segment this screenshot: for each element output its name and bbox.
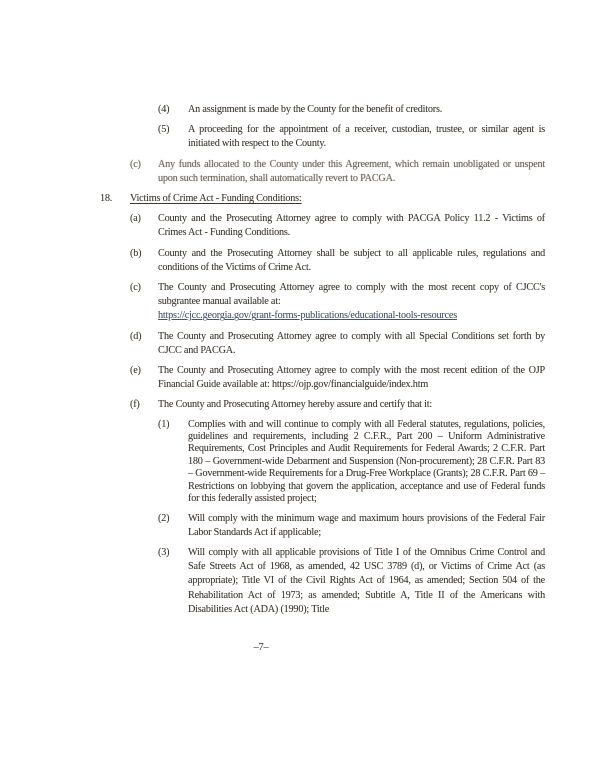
item-label: (d) (130, 330, 142, 342)
clause-item-c (100, 158, 545, 186)
section-18 (100, 192, 545, 206)
clause-item-a (100, 212, 545, 240)
item-text: County and the Prosecuting Attorney shall be subject to all applicable rules, regulations and conditions of the Victims of Crime Act. (158, 247, 545, 273)
item-label: (b) (130, 247, 142, 259)
clause-item-5 (100, 123, 545, 151)
item-label: (c) (130, 158, 141, 170)
certification-item-2 (100, 512, 545, 540)
item-label: (1) (158, 418, 170, 430)
clause-item-f (100, 398, 545, 412)
item-label: (e) (130, 365, 141, 377)
item-label: (4) (158, 104, 170, 115)
certification-item-3 (100, 546, 545, 617)
clause-item-c-18 (100, 281, 545, 324)
item-label: (2) (158, 512, 170, 524)
clause-item-4 (100, 103, 545, 117)
cjcc-subgrantee-manual-link[interactable]: https://cjcc.georgia.gov/grant-forms-publications/educational-tools-resources (158, 310, 457, 322)
document-body (100, 103, 545, 623)
item-text (158, 281, 545, 324)
item-text: Will comply with all applicable provisions of Title I of the Omnibus Crime Control and Safe Streets Act of 1968, as amended, 42 USC 3789 (d), or Victims of Crime Act (as appropriate); Title VI of the Civil Rights Act of 1964, as amended; Section 504 of the Rehabilitation Act of 1973; as amended; Subtitle A, Title II of the Americans with Disabilities Act (ADA) (1990); Title (188, 546, 545, 615)
item-label: (5) (158, 124, 170, 136)
clause-item-e (100, 364, 545, 392)
clause-item-d (100, 330, 545, 358)
page-number: –7– (253, 642, 269, 653)
item-text: The County and Prosecuting Attorney hereby assure and certify that it: (158, 399, 433, 411)
section-18-heading: Victims of Crime Act - Funding Conditions: (130, 193, 302, 205)
item-text: An assignment is made by the County for the benefit of creditors. (188, 104, 443, 115)
item-text: Complies with and will continue to comply with all Federal statutes, regulations, policies, guidelines and requirements, including 2 C.F.R., Part 200 – Uniform Administrative Requirements, Cost Principles and Audit Requirements for Federal Awards; 2 C.F.R. Part 180 – Government-wide Debarment and Suspension (Non-procurement); 28 C.F.R. Part 83 – Government-wide Requirements for a Drug-Free Workplace (Grants); 28 C.F.R. Part 69 – Restrictions on lobbying that govern the application, acceptance and use of Federal funds for this federally assisted project; (188, 418, 545, 505)
item-text: The County and Prosecuting Attorney agree to comply with the most recent edition of the OJP Financial Guide available at: https://ojp.gov/financialguide/index.htm (158, 365, 545, 391)
item-text: A proceeding for the appointment of a receiver, custodian, trustee, or similar agent is initiated with respect to the County. (188, 124, 545, 150)
item-label: (c) (130, 282, 141, 294)
item-text: Any funds allocated to the County under this Agreement, which remain unobligated or unspent upon such termination, shall automatically revert to PACGA. (158, 158, 545, 184)
certification-item-1 (100, 419, 545, 506)
item-text: The County and Prosecuting Attorney agree to comply with all Special Conditions set forth by CJCC and PACGA. (158, 330, 545, 356)
item-label: (a) (130, 213, 141, 225)
item-text: Will comply with the minimum wage and maximum hours provisions of the Federal Fair Labor Standards Act if applicable; (188, 512, 545, 538)
section-number: 18. (100, 193, 113, 205)
item-text: County and the Prosecuting Attorney agree to comply with PACGA Policy 11.2 - Victims of Crimes Act - Funding Conditions. (158, 213, 545, 239)
item-label: (f) (130, 399, 140, 411)
item-label: (3) (158, 546, 170, 558)
clause-item-b (100, 247, 545, 275)
item-text-intro: The County and Prosecuting Attorney agree to comply with the most recent copy of CJCC's subgrantee manual available at: (158, 282, 545, 308)
